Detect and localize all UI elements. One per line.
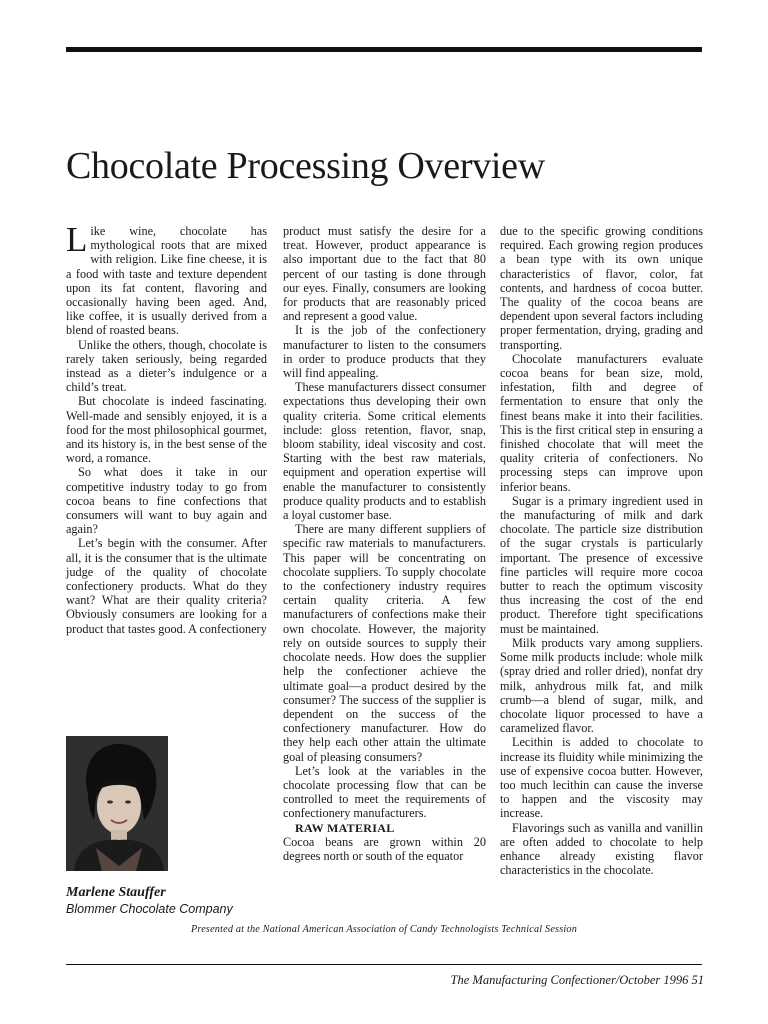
paragraph-text: ike wine, chocolate has mythological roots that are mixed with religion. Like fine cheese, it is a food with taste and texture dependent upon its fat content, flavoring and occasionally having been aged. And, like coffee, it is usually derived from a blend of roasted beans. [66,224,267,338]
author-photo [66,736,168,871]
paragraph: So what does it take in our competitive industry today to go from cocoa beans to fine confections that consumers will want to buy again and again? [66,465,267,537]
bottom-rule [66,964,702,965]
paragraph: Cocoa beans are grown within 20 degrees north or south of the equator [283,834,486,863]
column-1 [66,220,267,636]
presented-note: Presented at the National American Association of Candy Technologists Technical Session [190,924,578,935]
author-company: Blommer Chocolate Company [66,902,233,916]
page-footer: The Manufacturing Confectioner/October 1996 51 [450,973,704,987]
paragraph: Unlike the others, though, chocolate is rarely taken seriously, being regarded instead as a dieter’s indulgence or a child’s treat. [66,337,267,395]
paragraph: product must satisfy the desire for a treat. However, product appearance is also important due to the fact that 80 percent of our tasting is done through our eyes. Finally, consumers are looking for products that are reasonably priced and represent a good value. [283,224,486,324]
author-portrait-image [66,736,168,871]
section-subhead: RAW MATERIAL [295,820,395,835]
paragraph [66,220,267,338]
paragraph: There are many different suppliers of specific raw materials to manufacturers. This paper will be concentrating on chocolate suppliers. To supply chocolate to the confectionery industry requires certain quality criteria. A few manufacturers of confections make their own chocolate. However, the majority rely on outside sources to supply their chocolate needs. How does the supplier help the confectioner achieve the ultimate goal—a product desired by the consumer? The success of the supplier is dependent on the success of the confectionery manufacturer. How do they help each other attain the ultimate goal of pleasing consumers? [283,522,486,764]
paragraph: Chocolate manufacturers evaluate cocoa beans for bean size, mold, infestation, filth and degree of fermentation to ensure that only the finest beans make it into their facilities. This is the first critical step in ensuring a finished chocolate that will meet the quality criteria of confectioners. No processing steps can improve upon inferior beans. [500,351,703,494]
paragraph: Milk products vary among suppliers. Some milk products include: whole milk (spray dried and roller dried), nonfat dry milk, anhydrous milk fat, and milk crumb—a blend of sugar, milk, and chocolate liquor processed to have a caramelized flavor. [500,635,703,736]
paragraph: But chocolate is indeed fascinating. Well-made and sensibly enjoyed, it is a food for the most philosophical gourmet, and its history is, in the best sense of the word, a romance. [66,394,267,466]
paragraph: Let’s begin with the consumer. After all, it is the consumer that is the ultimate judge of the quality of chocolate confectionery products. What do they want? What are their quality criteria? Obviously consumers are looking for a product that tastes good. A confectionery [66,536,267,636]
paragraph: Lecithin is added to chocolate to increase its fluidity while minimizing the use of expensive cocoa butter. However, too much lecithin can cause the inverse to happen and the viscosity may increase. [500,735,703,821]
column-2 [283,224,486,863]
paragraph: Let’s look at the variables in the chocolate processing flow that can be controlled to meet the requirements of confectionery manufacturers. [283,763,486,821]
article-title: Chocolate Processing Overview [66,145,545,187]
paragraph: It is the job of the confectionery manufacturer to listen to the consumers in order to produce products that they will find appealing. [283,323,486,381]
paragraph: Flavorings such as vanilla and vanillin are often added to chocolate to help enhance already existing flavor characteristics in the chocolate. [500,820,703,878]
drop-cap: L [66,220,88,259]
top-rule [66,47,702,52]
paragraph: Sugar is a primary ingredient used in the manufacturing of milk and dark chocolate. The particle size distribution of the sugar crystals is particularly important. The presence of excessive fine particles will require more cocoa butter to reach the optimum viscosity thus increasing the cost of the end product. Therefore tight specifications must be maintained. [500,493,703,636]
paragraph: These manufacturers dissect consumer expectations thus developing their own quality criteria. Some critical elements include: gloss retention, flavor, snap, bloom stability, ideal viscosity and cost. Starting with the best raw materials, equipment and operation expertise will enable the manufacturer to consistently produce quality products and to establish a loyal customer base. [283,380,486,523]
author-name: Marlene Stauffer [66,885,166,900]
paragraph: due to the specific growing conditions required. Each growing region produces a bean type with its own unique characteristics of flavor, color, fat contents, and hardness of cocoa butter. The quality of the cocoa beans are dependent upon several factors including proper fermentation, drying, grading and transporting. [500,224,703,352]
column-3 [500,224,703,877]
